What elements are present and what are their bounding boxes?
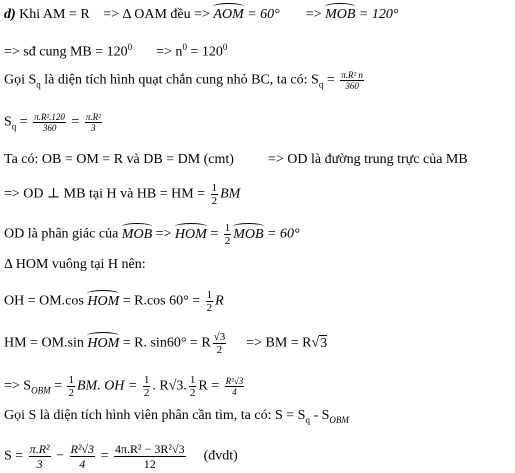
line-5: Ta có: OB = OM = R và DB = DM (cmt) => OD là đường trung trực của MB [4, 152, 468, 167]
part-label: d) [4, 7, 16, 22]
fraction: $\frac{\text{R²√3}}{4}$ [225, 376, 244, 397]
fraction: $\frac{\text{R²√3}}{4}$ [70, 442, 95, 471]
fraction: $\frac{\text{π.R² n}}{360}$ [341, 70, 363, 91]
fraction: $\frac{\text{π.R².120}}{360}$ [34, 112, 65, 133]
fraction: $\frac{1}{2}$ [211, 182, 218, 207]
arc-hom: HOM [87, 293, 120, 309]
line-3: Gọi $S_q$ là diện tích hình quạt chắn cung nhỏ BC, ta có: $S_q$ = $\frac{\text{π.R² n}}{360}$ [4, 70, 363, 91]
line-2: => sđ cung MB = $120^0 => n^0 = 120^0$ [4, 42, 228, 60]
arc-mob: MOB [233, 226, 264, 242]
line-4: $S_q$ = $\frac{\text{π.R².120}}{360}$ = $\frac{\text{π.R²}}{3}$ [4, 112, 101, 133]
line-6: => OD ⊥ MB tại H và HB = HM = $\frac{1}{2}$ BM [4, 182, 241, 207]
fraction: $\frac{1}{2}$ [68, 374, 74, 399]
line-11: => $S_{OBM}$ = $\frac{1}{2}$ BM. OH = $\frac{1}{2}$ . R√3. $\frac{1}{2}$ R = $\frac{\text{R²√3}}{4}$ [4, 374, 244, 399]
fraction: $\frac{1}{2}$ [143, 374, 150, 399]
arc-hom: HOM [87, 335, 120, 351]
line-9: OH = OM.cos HOM = R.cos 60° = $\frac{1}{2}$ R [4, 289, 224, 314]
line-13: S = $\frac{\text{π.R²}}{3}$ − $\frac{\text{R²√3}}{4}$ = $\frac{\text{4π.R² − 3R²√3}}{12}$ (đvdt) [4, 442, 238, 471]
fraction: $\frac{√3}{2}$ [213, 331, 226, 356]
fraction: $\frac{1}{2}$ [206, 289, 213, 314]
fraction: $\frac{\text{π.R²}}{3}$ [85, 112, 101, 133]
line-8: Δ HOM vuông tại H nên: [4, 257, 146, 272]
fraction: $\frac{\text{π.R²}}{3}$ [29, 442, 50, 471]
line-7: OD là phân giác của MOB => HOM = $\frac{1}{2}$ MOB = 60° [4, 222, 300, 247]
arc-mob: MOB [121, 226, 153, 242]
line-1: d) Khi AM = R => Δ OAM đều => AOM = 60° => MOB = 120° [4, 7, 399, 22]
fraction: $\frac{1}{2}$ [224, 222, 231, 247]
arc-aom: AOM [213, 7, 244, 22]
arc-hom: HOM [174, 226, 207, 242]
fraction: $\frac{1}{2}$ [189, 374, 196, 399]
line-10: HM = OM.sin HOM = R. sin60° = R $\frac{√3}{2}$ => BM = R√3 [4, 331, 328, 356]
fraction: $\frac{\text{4π.R² − 3R²√3}}{12}$ [114, 442, 185, 471]
line-12: Gọi S là diện tích hình viên phân cần tìm, ta có: $S = S_q - S_{OBM}$ [4, 408, 349, 425]
arc-mob: MOB [325, 7, 356, 22]
